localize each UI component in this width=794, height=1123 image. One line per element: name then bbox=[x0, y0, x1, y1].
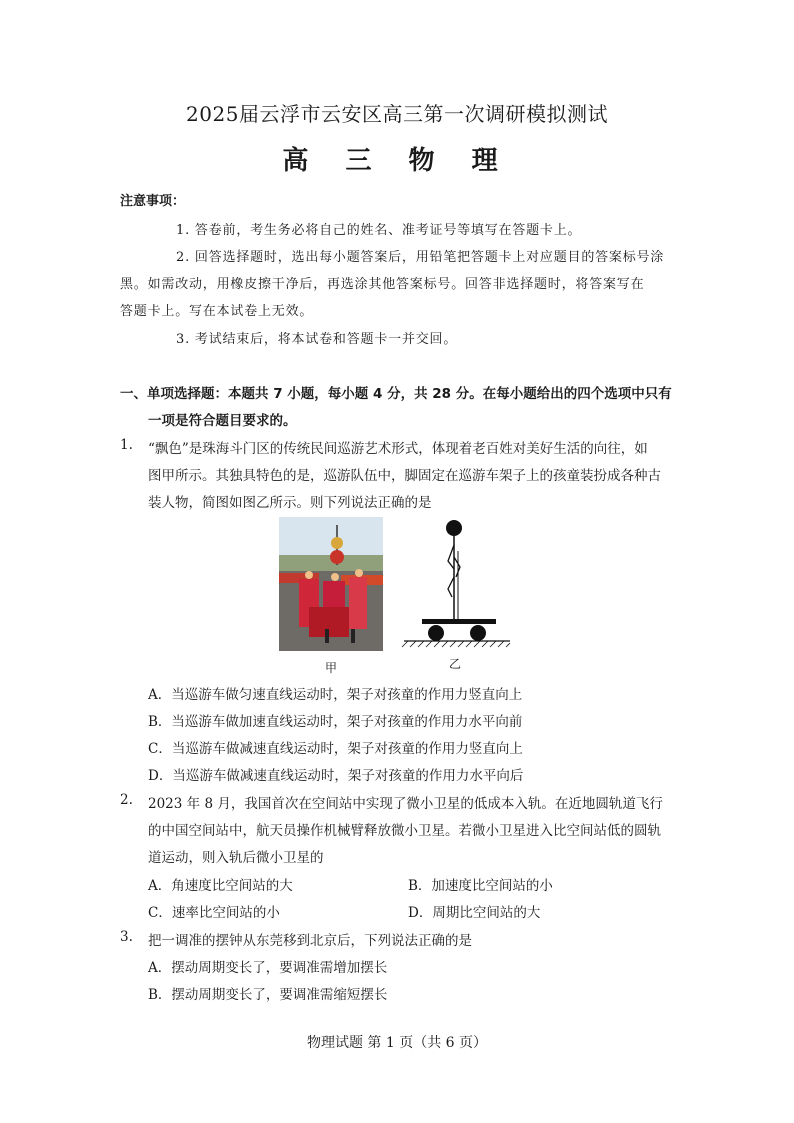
section-1-heading-line-2: 一项是符合题目要求的。 bbox=[148, 413, 297, 429]
cart-diagram-svg bbox=[400, 517, 512, 651]
page-footer: 物理试题 第 1 页（共 6 页） bbox=[306, 1035, 488, 1051]
notice-item-3: 3. 考试结束后，将本试卷和答题卡一并交回。 bbox=[176, 332, 458, 347]
q1-caption-yi: 乙 bbox=[449, 657, 462, 671]
notice-item-2-line-2: 黑。如需改动，用橡皮擦干净后，再选涂其他答案标号。回答非选择题时，将答案写在 bbox=[120, 277, 645, 292]
q1-caption-jia: 甲 bbox=[325, 661, 338, 675]
q2-number: 2. bbox=[120, 792, 133, 808]
exam-title: 2025届云浮市云安区高三第一次调研模拟测试 bbox=[186, 102, 608, 126]
notice-item-2-line-3: 答题卡上。写在本试卷上无效。 bbox=[120, 304, 314, 319]
q1-option-b: B．当巡游车做加速直线运动时，架子对孩童的作用力水平向前 bbox=[148, 714, 523, 730]
q1-photo-figure bbox=[279, 517, 383, 651]
q3-option-b: B．摆动周期变长了，要调准需缩短摆长 bbox=[148, 987, 388, 1003]
q2-stem-line-3: 道运动，则入轨后微小卫星的 bbox=[148, 850, 324, 866]
parade-photo-image bbox=[279, 517, 383, 651]
q2-option-c: C．速率比空间站的小 bbox=[148, 905, 280, 921]
q2-stem-line-1: 2023 年 8 月，我国首次在空间站中实现了微小卫星的低成本入轨。在近地圆轨道飞行 bbox=[148, 796, 663, 812]
q1-number: 1. bbox=[120, 437, 133, 453]
q1-option-a: A．当巡游车做匀速直线运动时，架子对孩童的作用力竖直向上 bbox=[148, 687, 523, 703]
q2-option-b: B．加速度比空间站的小 bbox=[408, 878, 553, 894]
q3-option-a: A．摆动周期变长了，要调准需增加摆长 bbox=[148, 960, 388, 976]
q2-option-d: D．周期比空间站的大 bbox=[408, 905, 541, 921]
q1-stem-line-3: 装人物，简图如图乙所示。则下列说法正确的是 bbox=[148, 495, 432, 511]
q1-cart-diagram bbox=[400, 517, 512, 651]
notice-item-1: 1. 答卷前，考生务必将自己的姓名、准考证号等填写在答题卡上。 bbox=[176, 223, 582, 238]
q2-option-a: A．角速度比空间站的大 bbox=[148, 878, 293, 894]
notice-item-2-line-1: 2. 回答选择题时，选出每小题答案后，用铅笔把答题卡上对应题目的答案标号涂 bbox=[176, 250, 665, 265]
section-1-heading-line-1: 一、单项选择题：本题共 7 小题，每小题 4 分，共 28 分。在每小题给出的四个选项中只有 bbox=[120, 386, 672, 402]
notice-heading: 注意事项： bbox=[120, 194, 186, 209]
q1-stem-line-2: 图甲所示。其独具特色的是，巡游队伍中，脚固定在巡游车架子上的孩童装扮成各种古 bbox=[148, 468, 661, 484]
q1-option-d: D．当巡游车做减速直线运动时，架子对孩童的作用力水平向后 bbox=[148, 768, 524, 784]
q1-stem-line-1: “飘色”是珠海斗门区的传统民间巡游艺术形式，体现着老百姓对美好生活的向往，如 bbox=[148, 441, 648, 457]
q3-number: 3. bbox=[120, 929, 133, 945]
q2-stem-line-2: 的中国空间站中，航天员操作机械臂释放微小卫星。若微小卫星进入比空间站低的圆轨 bbox=[148, 823, 661, 839]
subject-title: 高 三 物 理 bbox=[282, 146, 512, 176]
q1-option-c: C．当巡游车做减速直线运动时，架子对孩童的作用力竖直向上 bbox=[148, 741, 523, 757]
q3-stem-line-1: 把一调准的摆钟从东莞移到北京后，下列说法正确的是 bbox=[148, 933, 472, 949]
